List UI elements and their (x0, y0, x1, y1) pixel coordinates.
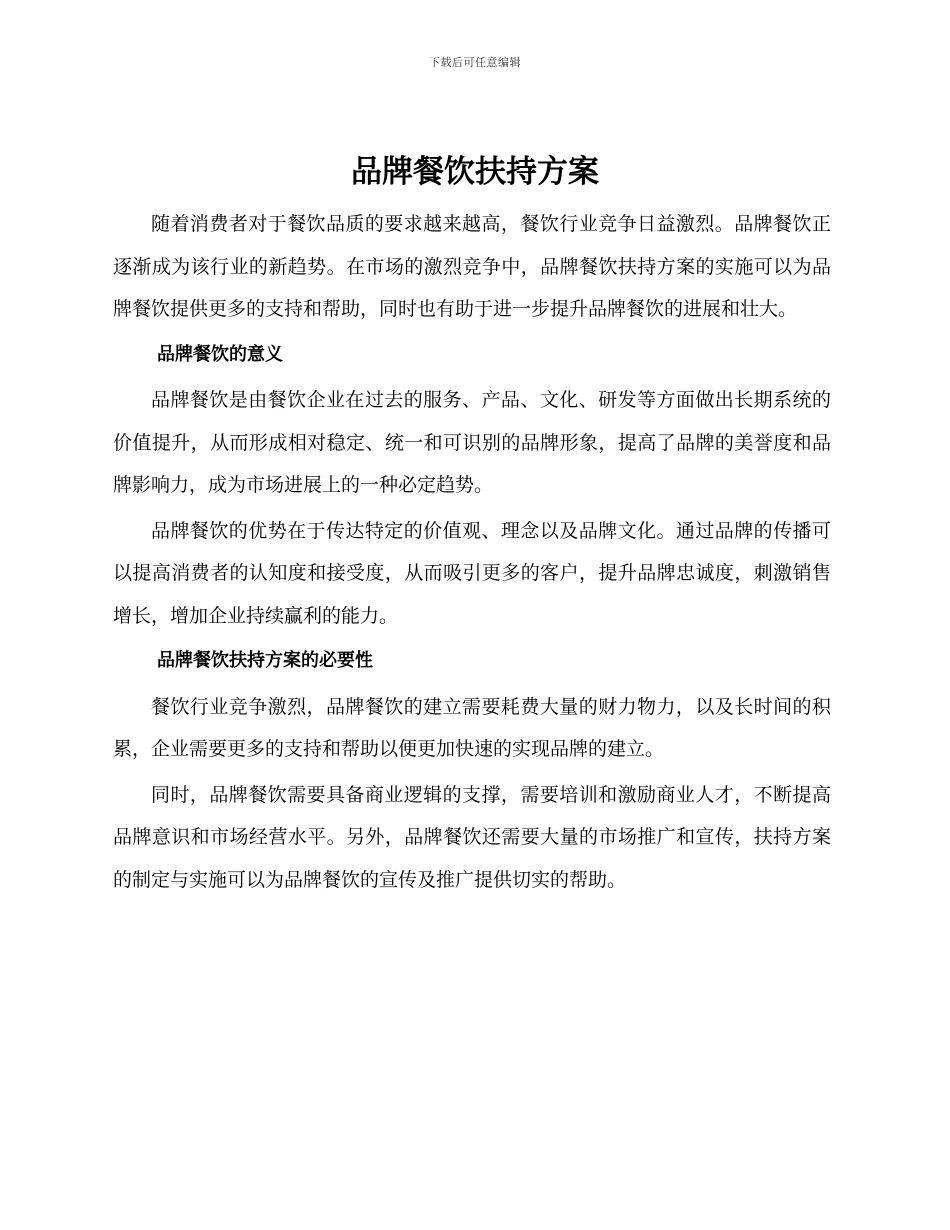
section-1-paragraph-2: 品牌餐饮的优势在于传达特定的价值观、理念以及品牌文化。通过品牌的传播可以提高消费者的认知度和接受度，从而吸引更多的客户，提升品牌忠诚度，刺激销售增长，增加企业持续赢利的能力。 (113, 519, 831, 627)
section-heading-necessity: 品牌餐饮扶持方案的必要性 (157, 650, 373, 671)
section-1-paragraph-1: 品牌餐饮是由餐饮企业在过去的服务、产品、文化、研发等方面做出长期系统的价值提升，从而形成相对稳定、统一和可识别的品牌形象，提高了品牌的美誉度和品牌影响力，成为市场进展上的一种必定趋势。 (113, 389, 831, 496)
document-title: 品牌餐饮扶持方案 (351, 154, 599, 190)
section-2-paragraph-2: 同时，品牌餐饮需要具备商业逻辑的支撑，需要培训和激励商业人才，不断提高品牌意识和市场经营水平。另外，品牌餐饮还需要大量的市场推广和宣传，扶持方案的制定与实施可以为品牌餐饮的宣传及推广提供切实的帮助。 (113, 783, 831, 891)
page-header-note: 下载后可任意编辑 (429, 56, 521, 69)
section-heading-significance: 品牌餐饮的意义 (157, 343, 283, 365)
section-2-paragraph-1: 餐饮行业竞争激烈，品牌餐饮的建立需要耗费大量的财力物力，以及长时间的积累，企业需要更多的支持和帮助以便更加快速的实现品牌的建立。 (113, 695, 831, 760)
intro-paragraph: 随着消费者对于餐饮品质的要求越来越高，餐饮行业竞争日益激烈。品牌餐饮正逐渐成为该行业的新趋势。在市场的激烈竞争中，品牌餐饮扶持方案的实施可以为品牌餐饮提供更多的支持和帮助，同时也有助于进一步提升品牌餐饮的进展和壮大。 (113, 213, 831, 320)
document-body (113, 203, 831, 904)
